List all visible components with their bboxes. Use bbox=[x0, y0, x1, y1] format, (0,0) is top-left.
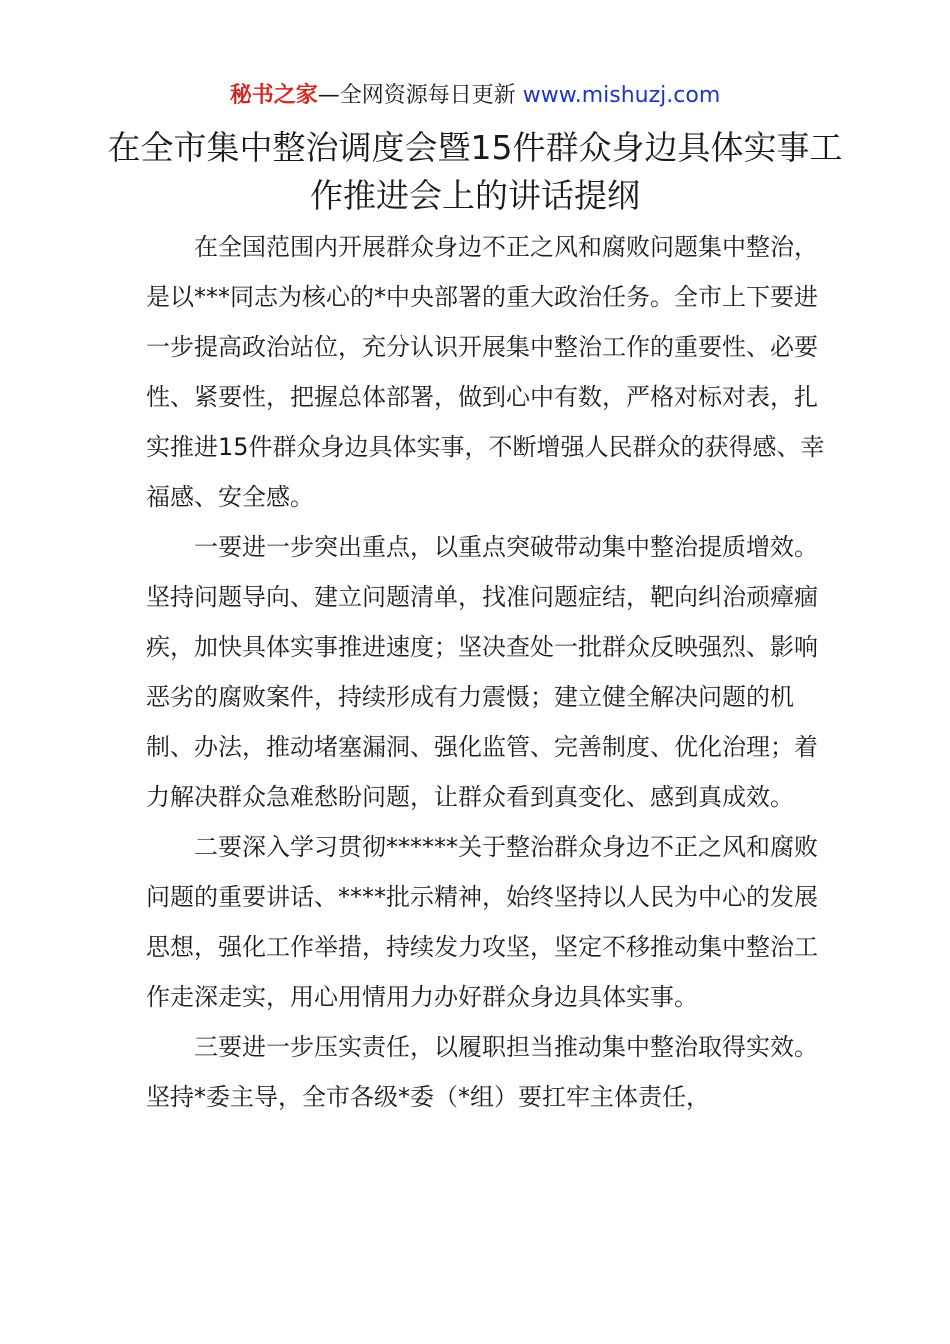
site-brand: 秘书之家 bbox=[229, 83, 318, 108]
paragraph-point-one: 一要进一步突出重点，以重点突破带动集中整治提质增效。坚持问题导向、建立问题清单，找准问题症结，靶向纠治顽瘴痼疾，加快具体实事推进速度；坚决查处一批群众反映强烈、影响恶劣的腐败案件，持续形成有力震慑；建立健全解决问题的机制、办法，推动堵塞漏洞、强化监管、完善制度、优化治理；着力解决群众急难愁盼问题，让群众看到真变化、感到真成效。 bbox=[146, 533, 818, 811]
document-title: 在全市集中整治调度会暨15件群众身边具体实事工作推进会上的讲话提纲 bbox=[107, 128, 843, 215]
site-tagline: —全网资源每日更新 bbox=[317, 83, 523, 108]
paragraph-intro: 在全国范围内开展群众身边不正之风和腐败问题集中整治，是以***同志为核心的*中央部署的重大政治任务。全市上下要进一步提高政治站位，充分认识开展集中整治工作的重要性、必要性、紧要性，把握总体部署，做到心中有数，严格对标对表，扎实推进15件群众身边具体实事，不断增强人民群众的获得感、幸福感、安全感。 bbox=[146, 233, 825, 511]
document-body bbox=[146, 222, 826, 1122]
paragraph-point-three: 三要进一步压实责任，以履职担当推动集中整治取得实效。坚持*委主导，全市各级*委（*组）要扛牢主体责任， bbox=[146, 1033, 818, 1111]
site-header bbox=[0, 80, 950, 112]
site-url-link[interactable]: www.mishuzj.com bbox=[522, 83, 721, 108]
paragraph-point-two: 二要深入学习贯彻******关于整治群众身边不正之风和腐败问题的重要讲话、****批示精神，始终坚持以人民为中心的发展思想，强化工作举措，持续发力攻坚，坚定不移推动集中整治工作走深走实，用心用情用力办好群众身边具体实事。 bbox=[146, 833, 818, 1011]
